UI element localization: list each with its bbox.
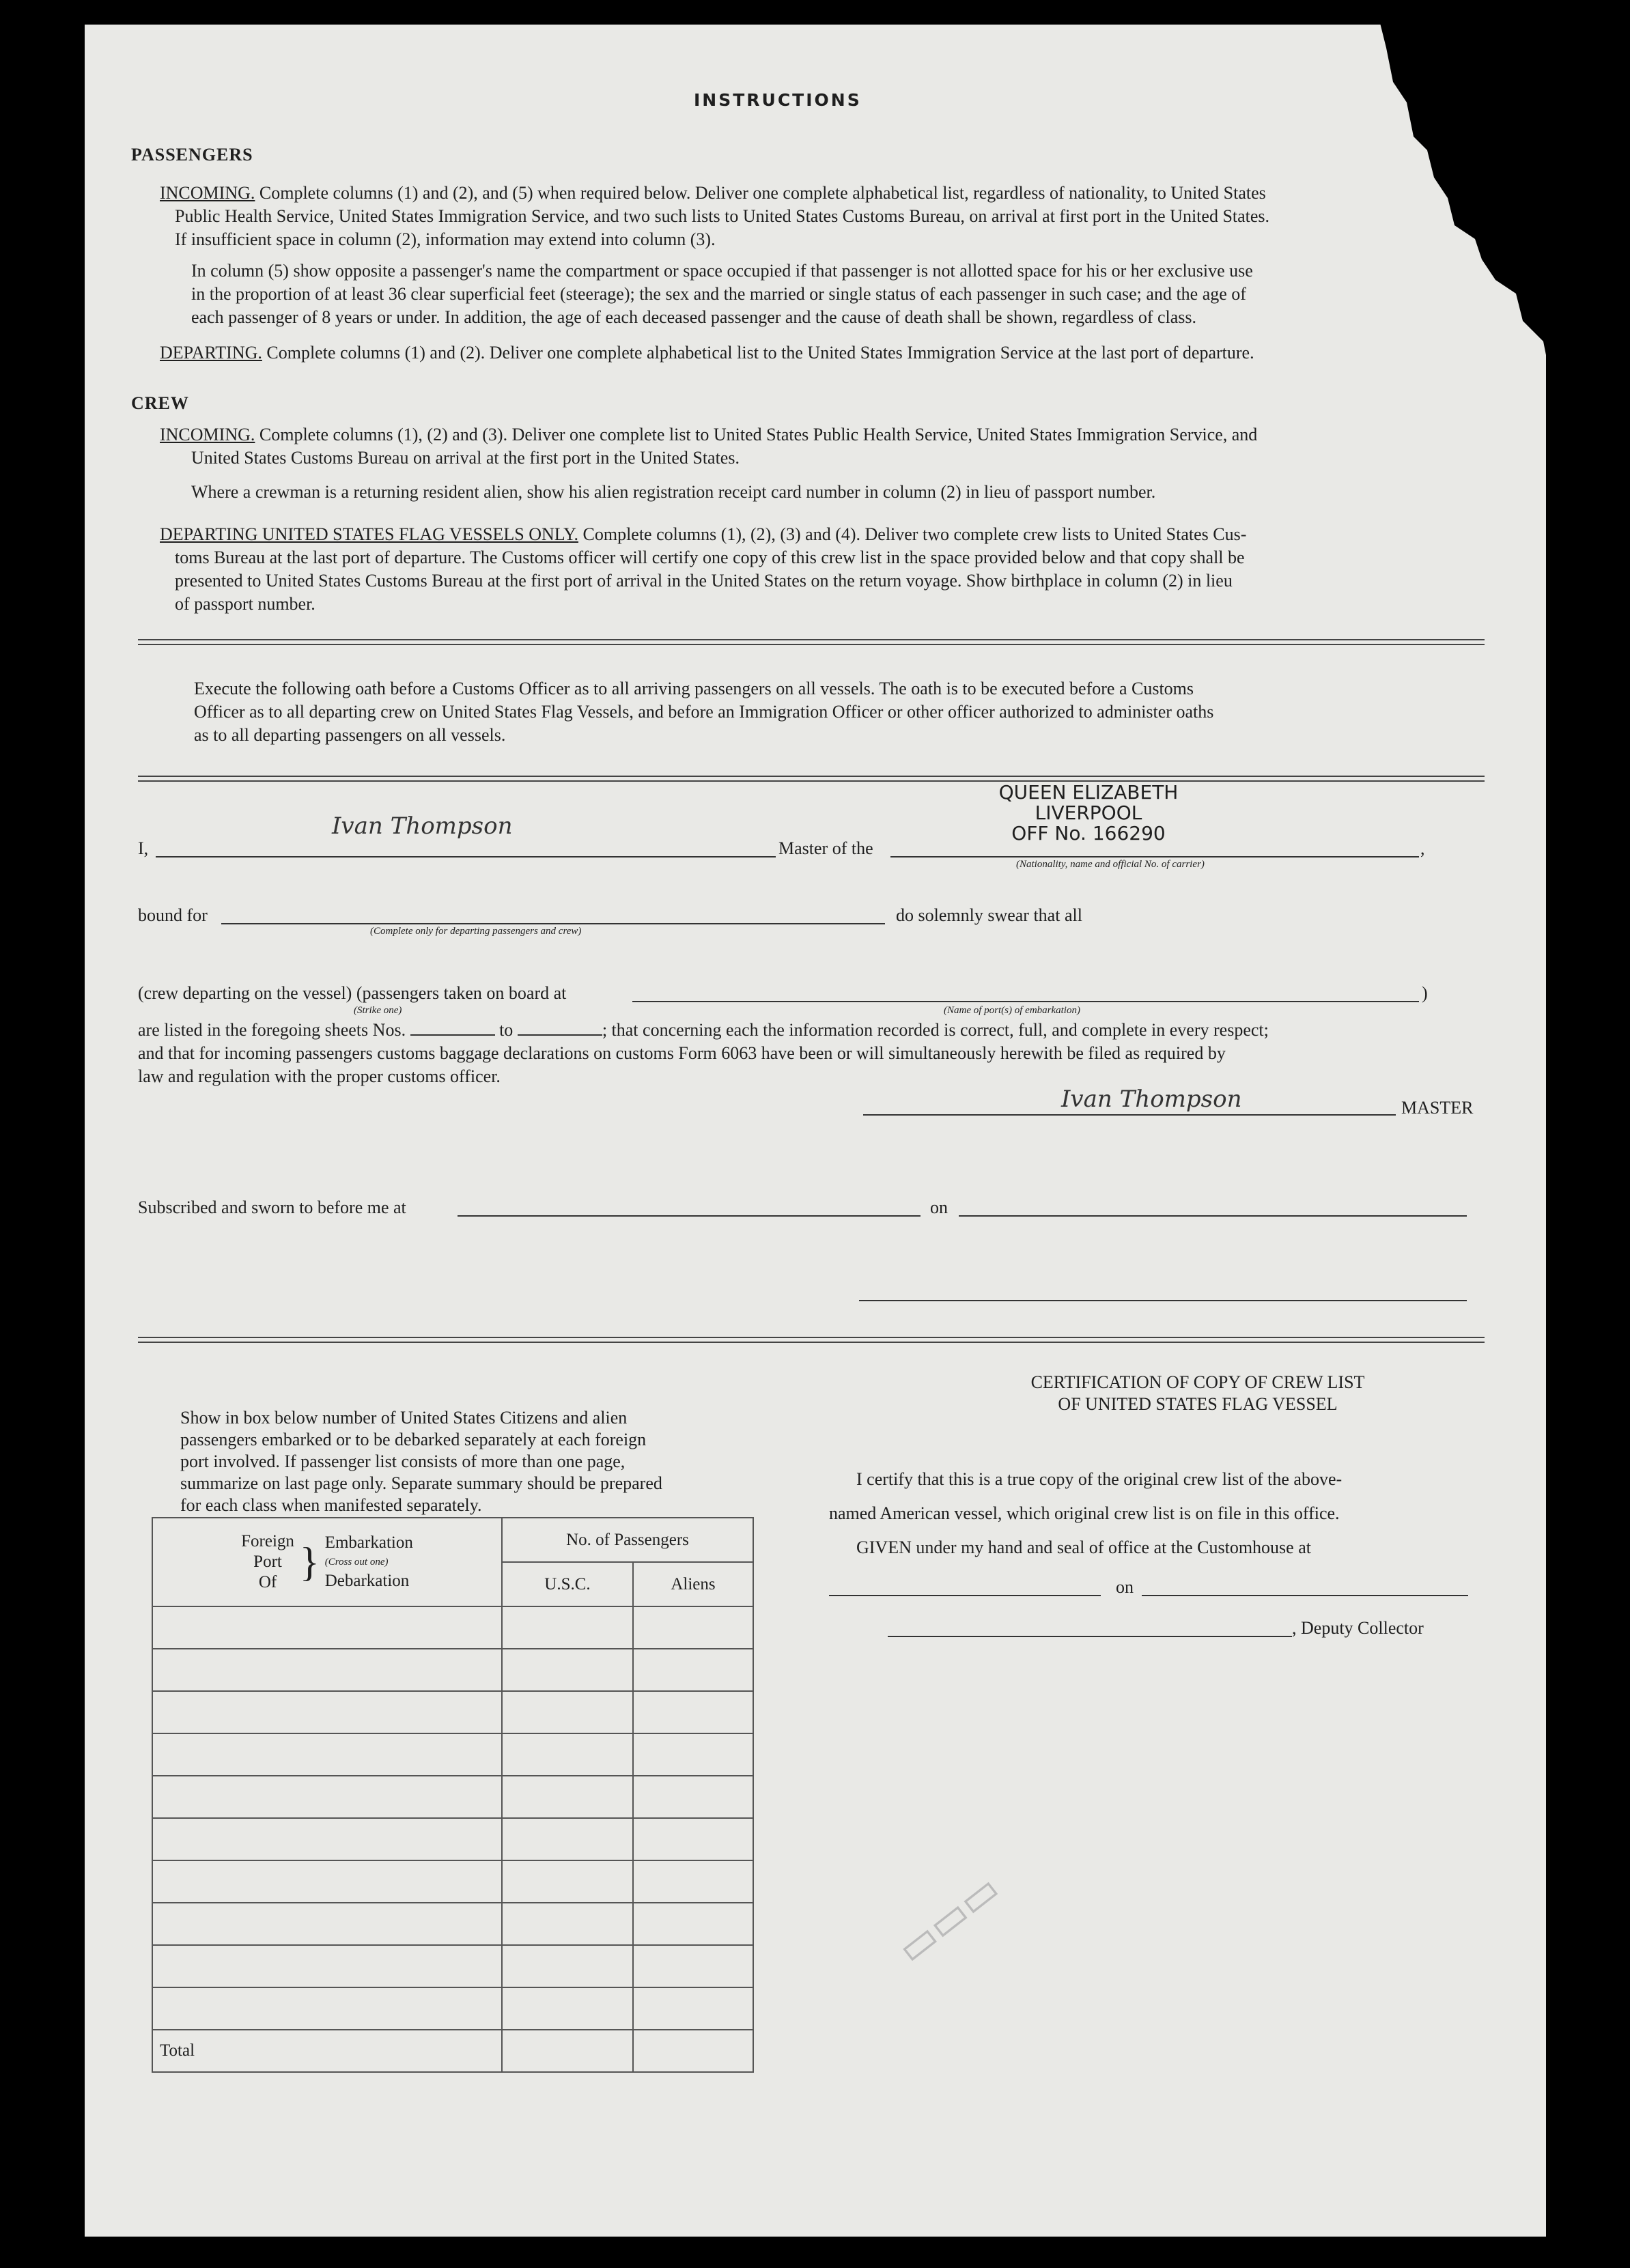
total-label: Total [152, 2030, 502, 2072]
oath-i-label: I, [138, 838, 149, 858]
crew-departing-text-4: of passport number. [175, 594, 315, 614]
table-row [152, 1860, 753, 1903]
table-row [152, 1649, 753, 1691]
crew-departing-text-2: toms Bureau at the last port of departure. The Customs officer will certify one copy of this crew list in the space provided below and that copy shall be [175, 548, 1245, 567]
bleed-through-stamp: ▭▭▭ [888, 1865, 1009, 1974]
brace-icon: } [299, 1540, 320, 1585]
cell [152, 1860, 502, 1903]
cell [502, 1818, 633, 1860]
cell [633, 1860, 753, 1903]
vessel-name: QUEEN ELIZABETH [998, 781, 1179, 804]
oath-intro-1: Execute the following oath before a Customs Officer as to all arriving passengers on all vessels. The oath is to be executed before a Customs [194, 679, 1194, 698]
cell [152, 1691, 502, 1733]
bound-for-caption: (Complete only for departing passengers and crew) [370, 926, 582, 937]
col-embarkation: Embarkation [324, 1533, 413, 1552]
col-foreign: Foreign [241, 1532, 294, 1550]
table-row [152, 1945, 753, 1987]
summary-text-5: for each class when manifested separately. [180, 1495, 482, 1515]
cell [633, 1606, 753, 1649]
passengers-heading: PASSENGERS [131, 145, 253, 165]
master-of-label: Master of the [778, 838, 873, 858]
cell [152, 1945, 502, 1987]
cell [502, 1945, 633, 1987]
cell [633, 1903, 753, 1945]
cell [633, 1818, 753, 1860]
cell [633, 1649, 753, 1691]
col-of: Of [258, 1573, 277, 1591]
cell [502, 1903, 633, 1945]
table-row [152, 1903, 753, 1945]
summary-text-2: passengers embarked or to be debarked separately at each foreign [180, 1430, 647, 1449]
sheets-text-1: are listed in the foregoing sheets Nos. [138, 1020, 406, 1040]
crew-incoming-text-1: Complete columns (1), (2) and (3). Deliver one complete list to United States Public Health Service, United States Immigration Service, and [259, 425, 1258, 444]
bound-for-label: bound for [138, 905, 208, 925]
col-debarkation: Debarkation [324, 1572, 410, 1590]
cert-on-label: on [1116, 1577, 1134, 1597]
section-divider [138, 639, 1485, 645]
passengers-departing-line [160, 340, 1254, 366]
vessel-comma: , [1420, 838, 1425, 858]
vessel-stamp [966, 782, 1211, 844]
cert-date-line [1142, 1595, 1468, 1596]
cell [152, 1776, 502, 1818]
cert-text-1: I certify that this is a true copy of the original crew list of the above- [856, 1469, 1343, 1489]
crew-departing-line-1 [160, 522, 1246, 548]
summary-text-3: port involved. If passenger list consists of more than one page, [180, 1451, 626, 1471]
cert-text-2: named American vessel, which original crew list is on file in this office. [829, 1503, 1340, 1523]
oath-intro-2: Officer as to all departing crew on United States Flag Vessels, and before an Immigration Officer or other officer authorized to administer oaths [194, 702, 1214, 722]
embarkation-ports-line [632, 1001, 1419, 1002]
subscribed-label: Subscribed and sworn to before me at [138, 1197, 406, 1217]
close-paren: ) [1422, 983, 1428, 1003]
table-row [152, 1606, 753, 1649]
crew-departing-text-1: Complete columns (1), (2), (3) and (4). Deliver two complete crew lists to United States Cus- [582, 524, 1247, 544]
passengers-col5-text-1: In column (5) show opposite a passenger's name the compartment or space occupied if that passenger is not allotted space for his or her exclusive use [191, 261, 1253, 281]
master-name-signature: Ivan Thompson [332, 812, 513, 840]
table-row [152, 1776, 753, 1818]
cell [152, 1987, 502, 2030]
bound-for-line [221, 923, 885, 924]
sheets-text-3: and that for incoming passengers customs baggage declarations on customs Form 6063 have been or will simultaneously herewith be filed as required by [138, 1043, 1226, 1063]
col-cross-out: (Cross out one) [324, 1557, 389, 1568]
total-aliens-cell [633, 2030, 753, 2072]
cert-place-line [829, 1595, 1101, 1596]
summary-text-4: summarize on last page only. Separate summary should be prepared [180, 1473, 662, 1493]
table-row [152, 1691, 753, 1733]
oath-intro-3: as to all departing passengers on all vessels. [194, 725, 506, 745]
cell [633, 1987, 753, 2030]
vessel-number: OFF No. 166290 [1011, 822, 1166, 845]
master-label: MASTER [1401, 1098, 1474, 1118]
passengers-departing-text: Complete columns (1) and (2). Deliver one complete alphabetical list to the United States Immigration Service at the last port of departure. [266, 343, 1254, 363]
cell [152, 1818, 502, 1860]
cell [502, 1649, 633, 1691]
table-row [152, 1987, 753, 2030]
page-title: INSTRUCTIONS [694, 90, 862, 110]
port-header-cell [152, 1518, 502, 1606]
passengers-col5-text-2: in the proportion of at least 36 clear superficial feet (steerage); the sex and the married or single status of each passenger in such case; and the age of [191, 284, 1246, 304]
vessel-port: LIVERPOOL [1035, 802, 1142, 824]
sheets-text-2: ; that concerning each the information recorded is correct, full, and complete in every respect; [602, 1020, 1269, 1040]
sheet-from-blank [410, 1019, 495, 1036]
cell [152, 1649, 502, 1691]
passenger-summary-table [152, 1517, 754, 2073]
passengers-incoming-label: INCOMING. [160, 183, 255, 203]
cell [633, 1733, 753, 1776]
crew-departing-text-3: presented to United States Customs Bureau at the first port of arrival in the United States on the return voyage. Show birthplace in column (2) in lieu [175, 571, 1233, 591]
swear-label: do solemnly swear that all [896, 905, 1082, 925]
cell [633, 1945, 753, 1987]
cell [633, 1691, 753, 1733]
master-signature-line [863, 1114, 1396, 1116]
table-row [152, 1818, 753, 1860]
document-page [85, 25, 1546, 2237]
table-row [152, 1733, 753, 1776]
cell [152, 1606, 502, 1649]
cell [502, 1987, 633, 2030]
master-name-line [156, 856, 776, 857]
deputy-collector-label: , Deputy Collector [1292, 1618, 1424, 1638]
torn-corner [1379, 20, 1557, 375]
cell [152, 1733, 502, 1776]
subscribed-date-line [959, 1215, 1467, 1217]
subscribed-place-line [458, 1215, 921, 1217]
sheets-line-1 [138, 1017, 1269, 1043]
crew-heading: CREW [131, 393, 189, 413]
summary-text-1: Show in box below number of United States Citizens and alien [180, 1408, 628, 1428]
passengers-incoming-text-1: Complete columns (1) and (2), and (5) when required below. Deliver one complete alphabetical list, regardless of nationality, to United States [259, 183, 1266, 203]
passengers-col5-text-3: each passenger of 8 years or under. In addition, the age of each deceased passenger and the cause of death shall be shown, regardless of class. [191, 307, 1197, 327]
sheets-to-label: to [499, 1020, 514, 1040]
passengers-incoming-text-2: Public Health Service, United States Immigration Service, and two such lists to United States Customs Bureau, on arrival at first port in the United States. [175, 206, 1270, 226]
sheet-to-blank [518, 1019, 602, 1036]
col-port: Port [253, 1553, 282, 1571]
cell [502, 1691, 633, 1733]
crew-departing-label: DEPARTING UNITED STATES FLAG VESSELS ONLY. [160, 524, 578, 544]
cell [502, 1860, 633, 1903]
passengers-incoming-text-3: If insufficient space in column (2), information may extend into column (3). [175, 229, 716, 249]
cell [502, 1733, 633, 1776]
deputy-signature-line [888, 1636, 1292, 1637]
crew-passengers-line: (crew departing on the vessel) (passengers taken on board at [138, 983, 567, 1003]
master-signature: Ivan Thompson [1061, 1086, 1242, 1113]
crew-incoming-label: INCOMING. [160, 425, 255, 444]
strike-one-caption: (Strike one) [354, 1005, 402, 1016]
vessel-caption: (Nationality, name and official No. of carrier) [1016, 859, 1205, 870]
crew-incoming-text-2: United States Customs Bureau on arrival at the first port in the United States. [191, 448, 740, 468]
oath-divider [138, 776, 1485, 782]
cell [502, 1606, 633, 1649]
ports-caption: (Name of port(s) of embarkation) [944, 1005, 1080, 1016]
officer-signature-line [859, 1300, 1467, 1301]
subscribed-on-label: on [930, 1197, 948, 1217]
sheets-text-4: law and regulation with the proper customs officer. [138, 1066, 501, 1086]
total-row [152, 2030, 753, 2072]
col-no-passengers: No. of Passengers [502, 1518, 753, 1562]
passengers-incoming-line-1 [160, 180, 1266, 206]
cert-text-3: GIVEN under my hand and seal of office at the Customhouse at [856, 1537, 1311, 1557]
total-usc-cell [502, 2030, 633, 2072]
table-header-row-1 [152, 1518, 753, 1562]
cell [152, 1903, 502, 1945]
vessel-line [890, 856, 1419, 857]
crew-resident-text: Where a crewman is a returning resident alien, show his alien registration receipt card number in column (2) in lieu of passport number. [191, 482, 1156, 502]
lower-divider [138, 1337, 1485, 1343]
crew-incoming-line-1 [160, 422, 1257, 448]
cell [502, 1776, 633, 1818]
cell [633, 1776, 753, 1818]
col-aliens: Aliens [633, 1562, 753, 1606]
cert-title-2: OF UNITED STATES FLAG VESSEL [1058, 1394, 1338, 1414]
passengers-departing-label: DEPARTING. [160, 343, 262, 363]
col-usc: U.S.C. [502, 1562, 633, 1606]
cert-title-1: CERTIFICATION OF COPY OF CREW LIST [1030, 1372, 1365, 1392]
